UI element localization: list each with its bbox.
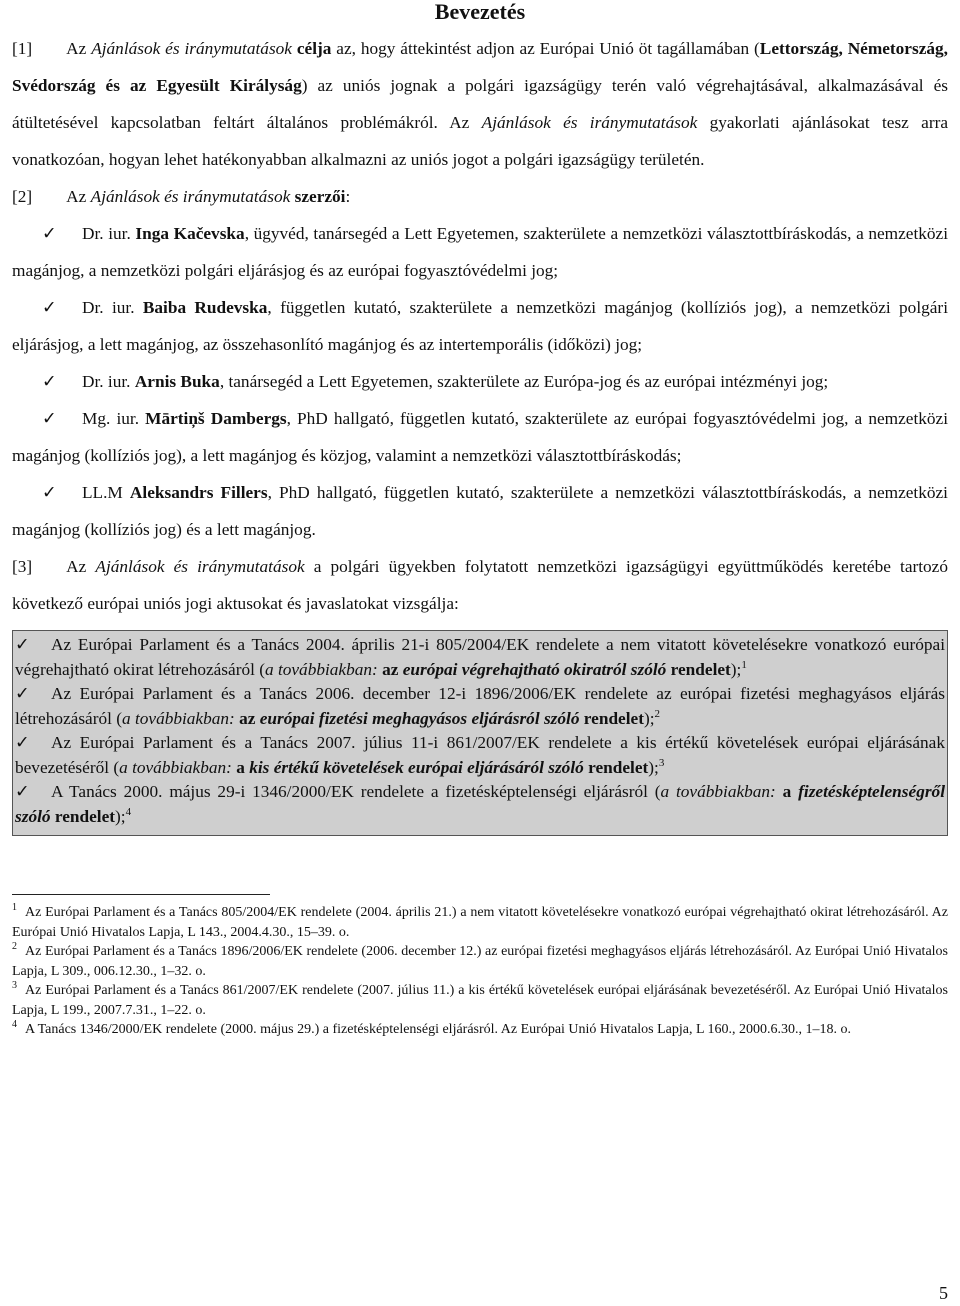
checkmark-icon: ✓ xyxy=(42,298,57,317)
act-bold: a xyxy=(236,757,250,777)
italic-title: Ajánlások és iránymutatások xyxy=(90,187,291,206)
act-italic: a továbbiakban: xyxy=(660,782,776,801)
footnote-ref[interactable]: 4 xyxy=(125,805,132,818)
author-degree: Dr. iur. xyxy=(82,224,136,243)
act-bold: a xyxy=(782,782,799,801)
footnote xyxy=(12,903,948,942)
act-text: Az Európai Parlament és a Tanács 2004. április 21-i 805/2004/EK rendelete a nem vitatott követelésekre vonatkozó európai végrehajtható okirat létrehozásáról ( xyxy=(15,635,945,679)
italic-title: Ajánlások és iránymutatások xyxy=(91,39,292,58)
act-italic: a továbbiakban: xyxy=(119,757,232,777)
checkmark-icon: ✓ xyxy=(15,733,30,752)
footnote xyxy=(12,942,948,981)
author-degree: LL.M xyxy=(82,483,130,502)
page-number: 5 xyxy=(939,1283,948,1303)
paragraph-number: [2] xyxy=(12,187,33,206)
paragraph-number: [1] xyxy=(12,39,33,58)
paragraph-number: [3] xyxy=(12,557,33,576)
act-bold: az xyxy=(239,708,260,728)
author-degree: Dr. iur. xyxy=(82,298,143,317)
author-name: Mārtiņš Dambergs xyxy=(145,409,287,428)
author-item xyxy=(12,400,948,474)
paragraph-3 xyxy=(12,548,948,622)
footnote-number: 2 xyxy=(12,941,17,953)
text-run: Az xyxy=(66,187,91,206)
text-run: ); xyxy=(643,708,655,728)
footnote-text: Az Európai Parlament és a Tanács 805/2004/EK rendelete (2004. április 21.) a nem vitatott követelésekre vonatkozó európai végrehajtható okirat létrehozásáról. Az Európai Unió Hivatalos Lapja, L 143., 2004.4.30., 15–39. o. xyxy=(12,905,948,940)
text-run: ); xyxy=(648,757,659,777)
checkmark-icon: ✓ xyxy=(42,483,57,502)
author-list xyxy=(12,215,948,548)
author-name: Baiba Rudevska xyxy=(142,298,268,317)
act-bold-italic: európai végrehajtható okiratról szóló xyxy=(402,659,667,679)
text-run: Az xyxy=(66,39,92,58)
legal-act-item xyxy=(15,633,945,682)
author-description: , ügyvéd, tanársegéd a Lett Egyetemen, szakterülete a nemzetközi választottbíráskodás, a nemzetközi magánjog, a nemzetközi polgári eljárásjog és az európai fogyasztóvédelmi jog; xyxy=(12,224,949,280)
checkmark-icon: ✓ xyxy=(15,782,30,801)
act-bold: rendelet xyxy=(579,708,644,728)
footnote xyxy=(12,1020,948,1040)
document-page xyxy=(12,0,948,1040)
author-name: Inga Kačevska xyxy=(135,224,245,243)
page-title: Bevezetés xyxy=(434,0,526,24)
act-text: Az Európai Parlament és a Tanács 2007. július 11-i 861/2007/EK rendelete a kis értékű követelések európai eljárásának bevezetéséről ( xyxy=(15,733,945,777)
author-item xyxy=(12,474,948,548)
act-text: Az Európai Parlament és a Tanács 2006. december 12-i 1896/2006/EK rendelete az európai fizetési meghagyásos eljárás létrehozásáról ( xyxy=(15,684,945,728)
footnote-number: 4 xyxy=(12,1019,17,1031)
footnote-ref[interactable]: 3 xyxy=(658,756,665,769)
checkmark-icon: ✓ xyxy=(15,635,30,654)
paragraph-1 xyxy=(12,30,948,178)
text-run xyxy=(776,782,783,801)
author-description: , független kutató, szakterülete a nemzetközi magánjog (kollíziós jog), a nemzetközi polgári eljárásjog, a lett magánjog, az összehasonlító magánjog és az intertemporális (időközi) jog; xyxy=(12,298,948,354)
footnote-ref[interactable]: 1 xyxy=(741,658,747,671)
act-italic: a továbbiakban: xyxy=(264,659,378,679)
legal-act-item xyxy=(15,780,945,829)
checkmark-icon: ✓ xyxy=(42,372,57,391)
footnote-ref[interactable]: 2 xyxy=(654,707,661,720)
text-run: ); xyxy=(730,659,742,679)
act-bold-italic: fizetésképtelenségről szóló xyxy=(15,782,945,826)
legal-act-item xyxy=(15,682,945,731)
italic-title: Ajánlások és iránymutatások xyxy=(95,557,305,576)
legal-act-item xyxy=(15,731,945,780)
act-bold: rendelet xyxy=(583,757,649,777)
act-italic: a továbbiakban: xyxy=(122,708,235,728)
author-item xyxy=(12,289,948,363)
text-run: ); xyxy=(115,806,126,826)
footnote xyxy=(12,981,948,1020)
checkmark-icon: ✓ xyxy=(42,409,57,428)
text-run: : xyxy=(345,187,351,206)
author-item xyxy=(12,363,948,400)
act-bold-italic: európai fizetési meghagyásos eljárásról szóló xyxy=(259,708,580,728)
bold-term: célja xyxy=(296,39,332,58)
author-description: , tanársegéd a Lett Egyetemen, szakterülete az Európa-jog és az európai intézményi jog; xyxy=(219,372,829,391)
act-bold-italic: kis értékű követelések európai eljárásáról szóló xyxy=(249,757,584,777)
author-item xyxy=(12,215,948,289)
footnote-text: Az Európai Parlament és a Tanács 861/2007/EK rendelete (2007. július 11.) a kis értékű követelések európai eljárásának bevezetéséről. Az Európai Unió Hivatalos Lapja, L 199., 2007.7.31., 1–22. o. xyxy=(12,983,948,1018)
footnote-text: A Tanács 1346/2000/EK rendelete (2000. május 29.) a fizetésképtelenségi eljárásról. Az Európai Unió Hivatalos Lapja, L 160., 2000.6.30., 1–18. o. xyxy=(25,1022,851,1037)
author-description: , PhD hallgató, független kutató, szakterülete az európai fogyasztóvédelmi jog, a nemzetközi magánjog (kollíziós jog), a lett magánjog és közjog, valamint a nemzetközi választottbíráskodás; xyxy=(12,409,948,465)
footnote-number: 1 xyxy=(12,902,17,914)
author-degree: Dr. iur. xyxy=(82,372,135,391)
text-run: az, hogy áttekintést adjon az Európai Unió öt tagállamában ( xyxy=(331,39,760,58)
author-description: , PhD hallgató, független kutató, szakterülete a nemzetközi választottbíráskodás, a nemzetközi magánjog (kollíziós jog) és a lett magánjog. xyxy=(12,483,948,539)
author-name: Arnis Buka xyxy=(134,372,220,391)
act-bold: az xyxy=(382,659,403,679)
legal-acts-box xyxy=(12,630,948,836)
bold-countries: Lettország, Németország, Svédország és az Egyesült Királyság xyxy=(12,39,948,95)
italic-title: Ajánlások és iránymutatások xyxy=(481,113,698,132)
act-text: A Tanács 2000. május 29-i 1346/2000/EK rendelete a fizetésképtelenségi eljárásról ( xyxy=(51,782,661,801)
paragraph-2 xyxy=(12,178,948,215)
text-run: Az xyxy=(66,557,96,576)
footnotes xyxy=(12,903,948,1040)
checkmark-icon: ✓ xyxy=(42,224,57,243)
footnote-divider xyxy=(12,894,270,895)
author-name: Aleksandrs Fillers xyxy=(129,483,268,502)
act-bold: rendelet xyxy=(50,806,116,826)
act-bold: rendelet xyxy=(666,659,731,679)
text-run: a polgári ügyekben folytatott nemzetközi igazságügyi együttműködés keretébe tartozó következő európai uniós jogi aktusokat és javaslatokat vizsgálja: xyxy=(12,557,948,613)
bold-term: szerzői xyxy=(294,187,346,206)
footnote-text: Az Európai Parlament és a Tanács 1896/2006/EK rendelete (2006. december 12.) az európai fizetési meghagyásos eljárás létrehozásáról. Az Európai Unió Hivatalos Lapja, L 309., 006.12.30., 1–32. o. xyxy=(12,944,948,979)
checkmark-icon: ✓ xyxy=(15,684,30,703)
author-degree: Mg. iur. xyxy=(82,409,146,428)
text-run: ) az uniós jognak a polgári igazságügy terén való végrehajtásával, alkalmazásával és átültetésével kapcsolatban feltárt általános problémákról. Az xyxy=(12,76,948,132)
footnote-number: 3 xyxy=(12,980,17,992)
text-run: gyakorlati ajánlásokat tesz arra vonatkozóan, hogyan lehet hatékonyabban alkalmazni az uniós jogot a polgári igazságügy területén. xyxy=(12,113,949,169)
